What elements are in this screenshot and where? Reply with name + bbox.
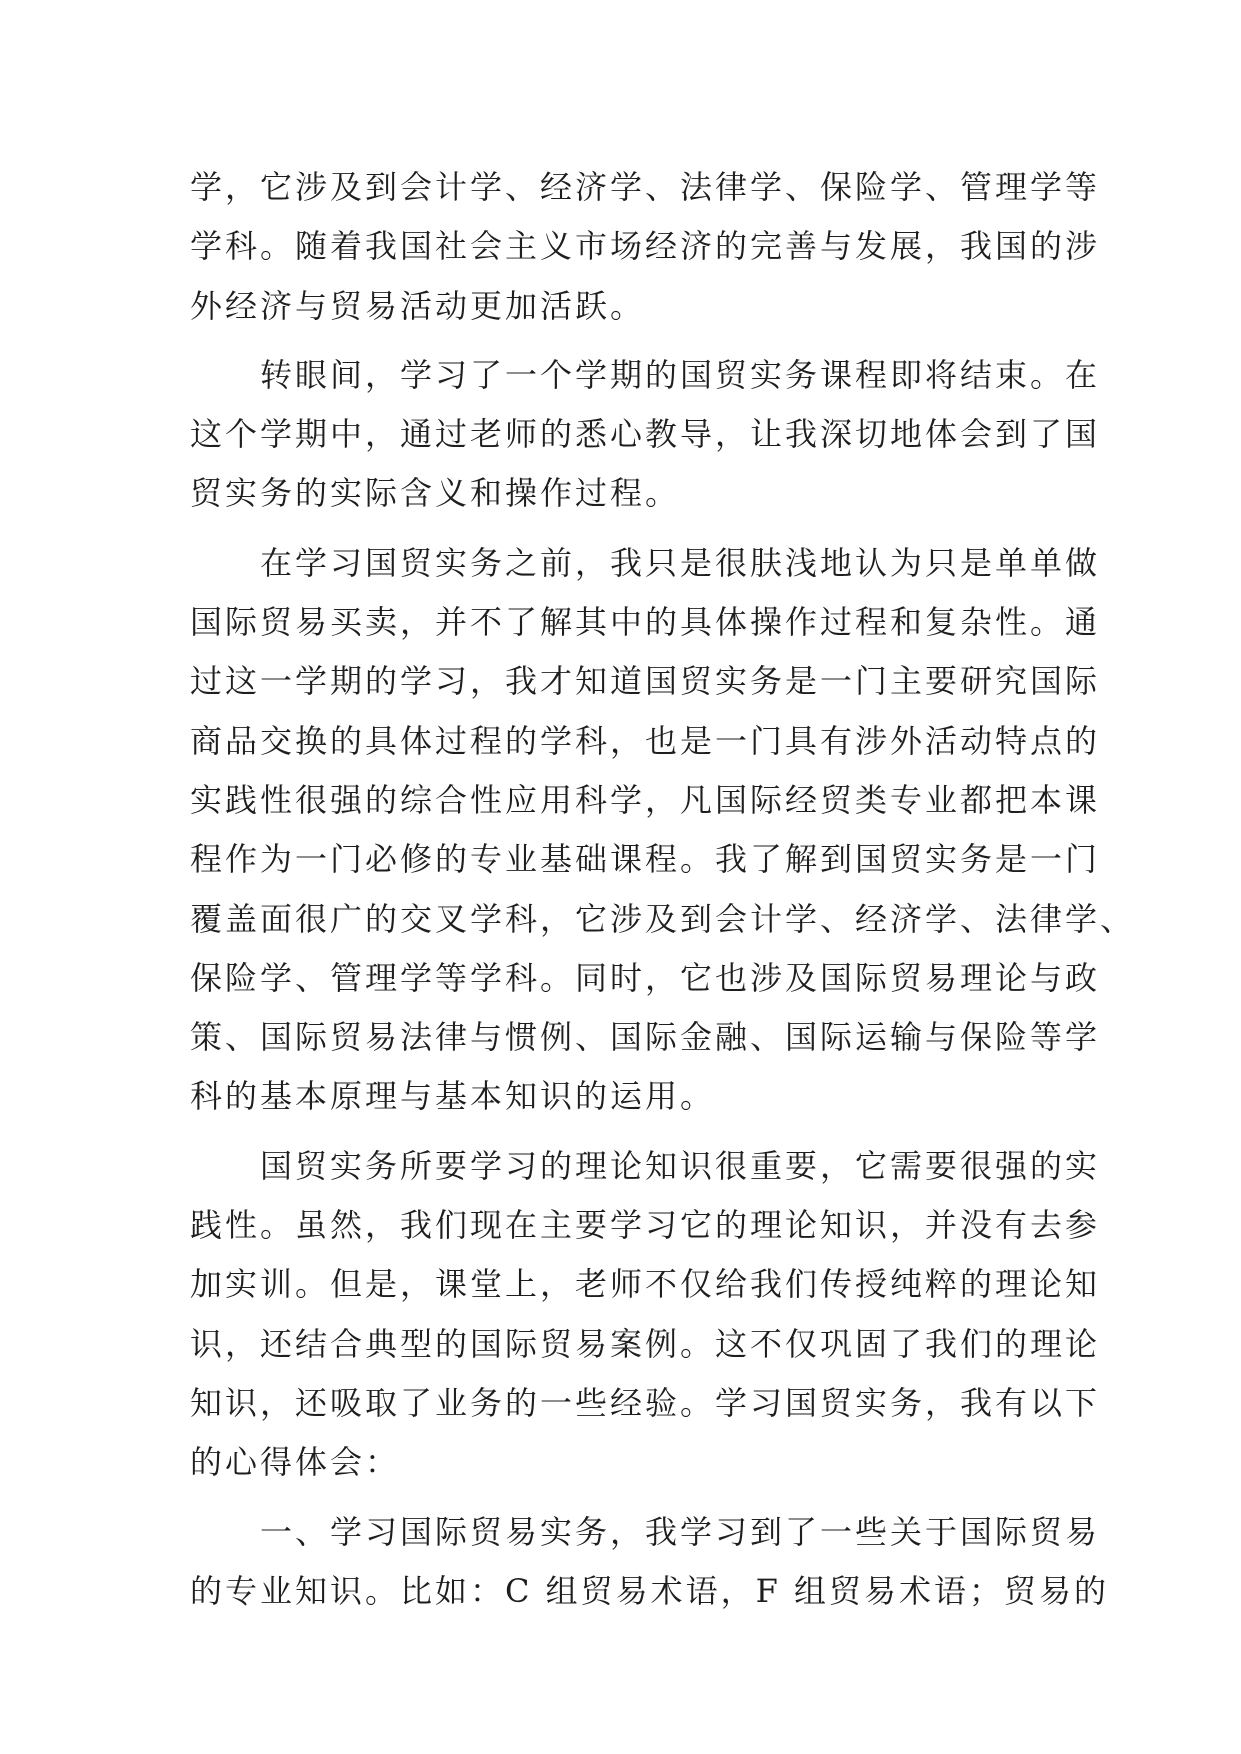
paragraph-4 bbox=[190, 1137, 1101, 1493]
text-line: 践性。虽然，我们现在主要学习它的理论知识，并没有去参 bbox=[190, 1206, 1101, 1245]
text-line: 在学习国贸实务之前，我只是很肤浅地认为只是单单做 bbox=[260, 543, 1101, 582]
text-line: 科的基本原理与基本知识的运用。 bbox=[190, 1077, 716, 1116]
text-line: 国际贸易买卖，并不了解其中的具体操作过程和复杂性。通 bbox=[190, 603, 1101, 642]
text-line: 国贸实务所要学习的理论知识很重要，它需要很强的实 bbox=[260, 1146, 1101, 1185]
text-line: 加实训。但是，课堂上，老师不仅给我们传授纯粹的理论知 bbox=[190, 1265, 1101, 1304]
text-line: 一、学习国际贸易实务，我学习到了一些关于国际贸易 bbox=[260, 1512, 1101, 1551]
text-line: 学，它涉及到会计学、经济学、法律学、保险学、管理学等 bbox=[190, 168, 1101, 206]
paragraph-5 bbox=[190, 1503, 1110, 1622]
text-line: 转眼间，学习了一个学期的国贸实务课程即将结束。在 bbox=[260, 355, 1101, 394]
document-body bbox=[190, 158, 1136, 1621]
text-line: 知识，还吸取了业务的一些经验。学习国贸实务，我有以下 bbox=[190, 1383, 1101, 1422]
text-line: 识，还结合典型的国际贸易案例。这不仅巩固了我们的理论 bbox=[190, 1324, 1101, 1363]
text-line: 过这一学期的学习，我才知道国贸实务是一门主要研究国际 bbox=[190, 662, 1101, 701]
text-line: 学科。随着我国社会主义市场经济的完善与发展，我国的涉 bbox=[190, 227, 1101, 266]
text-line: 保险学、管理学等学科。同时，它也涉及国际贸易理论与政 bbox=[190, 958, 1101, 997]
paragraph-2 bbox=[190, 346, 1101, 524]
text-line: 这个学期中，通过老师的悉心教导，让我深切地体会到了国 bbox=[190, 415, 1101, 454]
text-line: 策、国际贸易法律与惯例、国际金融、国际运输与保险等学 bbox=[190, 1018, 1101, 1057]
text-line: 覆盖面很广的交叉学科，它涉及到会计学、经济学、法律学、 bbox=[190, 899, 1136, 938]
text-line: 商品交换的具体过程的学科，也是一门具有涉外活动特点的 bbox=[190, 721, 1101, 760]
text-line: 贸实务的实际含义和操作过程。 bbox=[190, 474, 681, 513]
paragraph-3 bbox=[190, 534, 1136, 1127]
paragraph-1 bbox=[190, 158, 1101, 336]
text-line: 实践性很强的综合性应用科学，凡国际经贸类专业都把本课 bbox=[190, 780, 1101, 819]
text-line: 程作为一门必修的专业基础课程。我了解到国贸实务是一门 bbox=[190, 840, 1101, 879]
text-line: 的专业知识。比如：C 组贸易术语，F 组贸易术语；贸易的 bbox=[190, 1571, 1110, 1610]
text-line: 外经济与贸易活动更加活跃。 bbox=[190, 286, 646, 325]
text-line: 的心得体会： bbox=[190, 1443, 401, 1482]
